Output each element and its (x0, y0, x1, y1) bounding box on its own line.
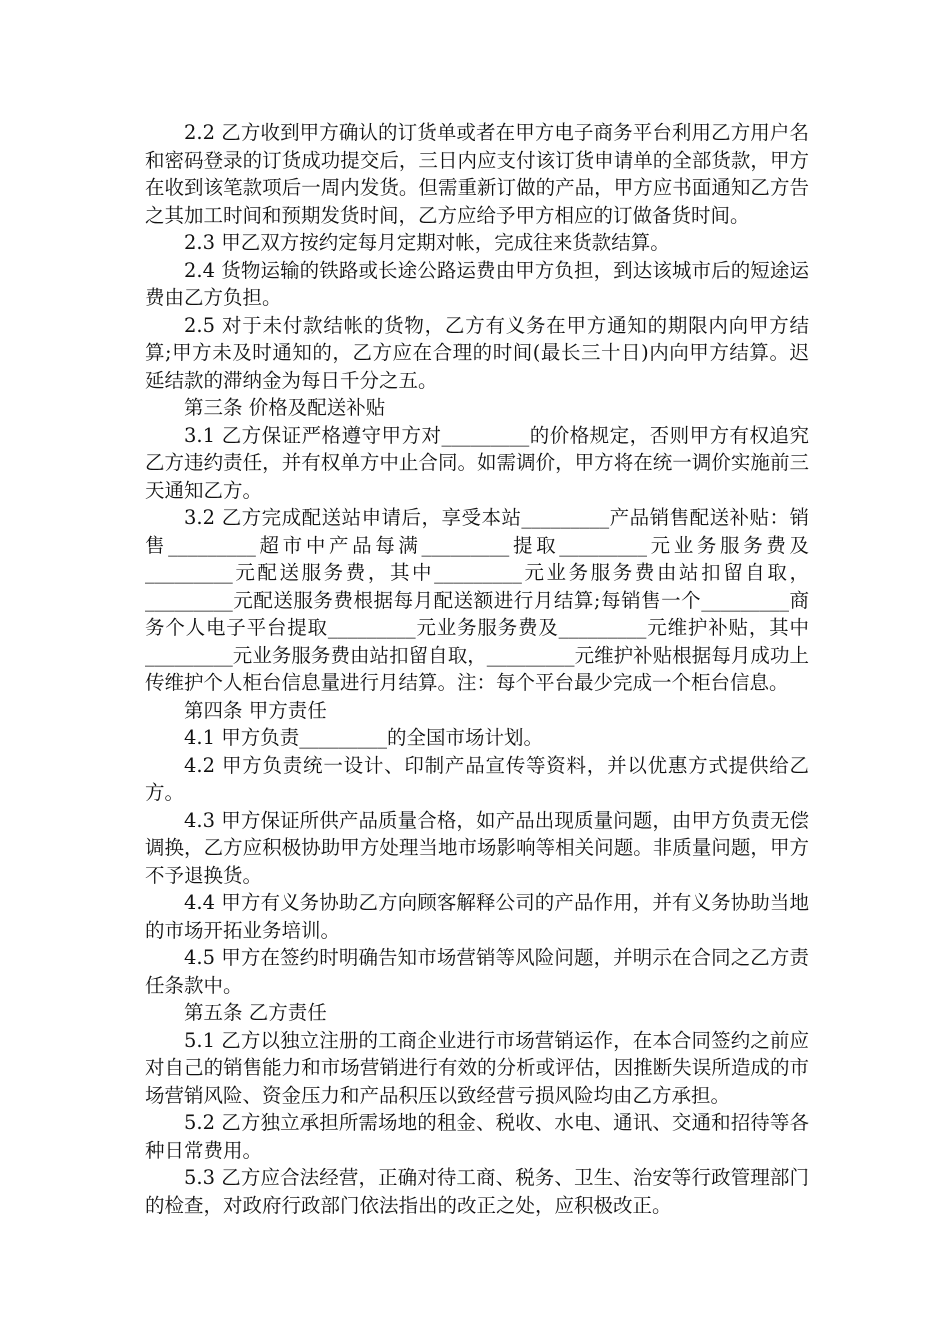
clause-4-5: 4.5 甲方在签约时明确告知市场营销等风险问题，并明示在合同之乙方责任条款中。 (145, 946, 809, 997)
clause-3-2: 3.2 乙方完成配送站申请后，享受本站_________产品销售配送补贴：销售_________超市中产品每满_________提取_________元业务服务费及_________元配送服务费，其中_________元业务服务费由站扣留自取，_________元配送服务费根据每月配送额进行月结算;每销售一个_________商务个人电子平台提取_________元业务服务费及_________元维护补贴，其中_________元业务服务费由站扣留自取，_________元维护补贴根据每月成功上传维护个人柜台信息量进行月结算。注：每个平台最少完成一个柜台信息。 (145, 506, 809, 694)
clause-2-2: 2.2 乙方收到甲方确认的订货单或者在甲方电子商务平台利用乙方用户名和密码登录的订货成功提交后，三日内应支付该订货申请单的全部货款，甲方在收到该笔款项后一周内发货。但需重新订做的产品，甲方应书面通知乙方告之其加工时间和预期发货时间，乙方应给予甲方相应的订做备货时间。 (145, 121, 809, 227)
clause-4-4: 4.4 甲方有义务协助乙方向顾客解释公司的产品作用，并有义务协助当地的市场开拓业务培训。 (145, 891, 809, 942)
clause-2-4: 2.4 货物运输的铁路或长途公路运费由甲方负担，到达该城市后的短途运费由乙方负担。 (145, 258, 809, 309)
clause-5-3: 5.3 乙方应合法经营，正确对待工商、税务、卫生、治安等行政管理部门的检查，对政府行政部门依法指出的改正之处，应积极改正。 (145, 1166, 809, 1217)
clause-4-3: 4.3 甲方保证所供产品质量合格，如产品出现质量问题，由甲方负责无偿调换，乙方应积极协助甲方处理当地市场影响等相关问题。非质量问题，甲方不予退换货。 (145, 808, 809, 887)
article-5-heading: 第五条 乙方责任 (184, 1001, 327, 1024)
clause-2-5: 2.5 对于未付款结帐的货物，乙方有义务在甲方通知的期限内向甲方结算;甲方未及时通知的，乙方应在合理的时间(最长三十日)内向甲方结算。迟延结款的滞纳金为每日千分之五。 (145, 313, 809, 392)
document-page (145, 119, 809, 1219)
clause-4-2: 4.2 甲方负责统一设计、印制产品宣传等资料，并以优惠方式提供给乙方。 (145, 753, 809, 804)
clause-2-3: 2.3 甲乙双方按约定每月定期对帐，完成往来货款结算。 (184, 231, 670, 254)
clause-5-1: 5.1 乙方以独立注册的工商企业进行市场营销运作，在本合同签约之前应对自己的销售能力和市场营销进行有效的分析或评估，因推断失误所造成的市场营销风险、资金压力和产品积压以致经营亏损风险均由乙方承担。 (145, 1028, 809, 1107)
clause-3-1: 3.1 乙方保证严格遵守甲方对_________的价格规定，否则甲方有权追究乙方违约责任，并有权单方中止合同。如需调价，甲方将在统一调价实施前三天通知乙方。 (145, 423, 809, 502)
clause-5-2: 5.2 乙方独立承担所需场地的租金、税收、水电、通讯、交通和招待等各种日常费用。 (145, 1111, 809, 1162)
article-4-heading: 第四条 甲方责任 (184, 698, 327, 722)
article-3-heading: 第三条 价格及配送补贴 (184, 396, 386, 419)
clause-4-1: 4.1 甲方负责_________的全国市场计划。 (184, 726, 543, 749)
